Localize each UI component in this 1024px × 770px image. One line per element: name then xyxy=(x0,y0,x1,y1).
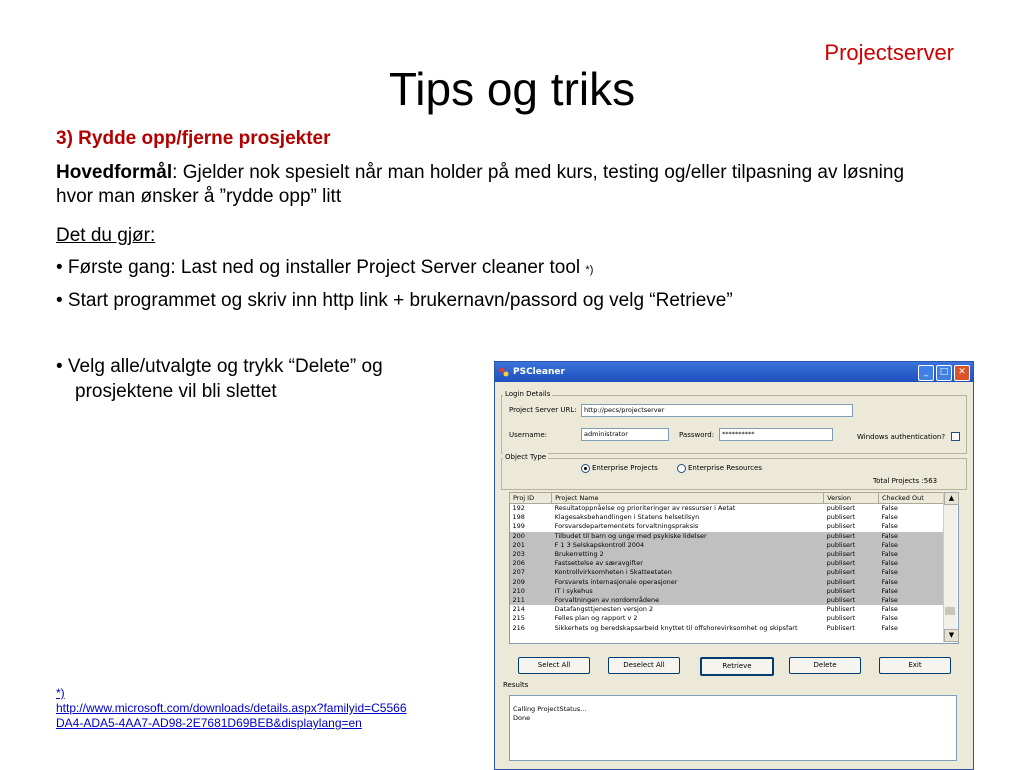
step-3-line-2: prosjektene vil bli slettet xyxy=(75,381,277,402)
table-cell: False xyxy=(881,504,898,513)
table-cell: 209 xyxy=(510,578,552,587)
table-cell: False xyxy=(879,532,944,541)
table-cell: publisert xyxy=(826,522,856,531)
table-cell: False xyxy=(881,623,898,632)
footnote-link-line-1[interactable]: http://www.microsoft.com/downloads/details.aspx?familyid=C5566 xyxy=(56,701,407,715)
table-cell: publisert xyxy=(824,550,879,559)
table-cell: Brukerretting 2 xyxy=(552,550,824,559)
footnote-link-line-2[interactable]: DA4-ADA5-4AA7-AD98-2E7681D69BEB&displaylang=en xyxy=(56,716,362,730)
table-cell: IT i sykehus xyxy=(552,587,824,596)
scroll-thumb[interactable] xyxy=(945,607,955,615)
table-cell: False xyxy=(879,587,944,596)
table-cell: Kontrollvirksomheten i Skatteetaten xyxy=(552,568,824,577)
step-3-line-1: • Velg alle/utvalgte og trykk “Delete” og xyxy=(56,356,383,377)
table-cell: False xyxy=(881,522,898,531)
table-row[interactable] xyxy=(510,614,944,623)
purpose-paragraph xyxy=(56,161,916,209)
table-cell: Sikkerhets og beredskapsarbeid knyttet til offshorevirksomhet og skipsfart xyxy=(554,623,798,632)
table-cell: Datafangsttjenesten versjon 2 xyxy=(554,605,654,614)
table-cell: Forvaltningen av nordområdene xyxy=(552,596,824,605)
maximize-icon[interactable]: □ xyxy=(936,365,952,381)
table-cell: 200 xyxy=(510,532,552,541)
windows-auth-label: Windows authentication? xyxy=(857,433,946,441)
table-row[interactable] xyxy=(510,568,944,577)
username-label: Username: xyxy=(509,431,548,439)
table-cell: publisert xyxy=(824,587,879,596)
column-header[interactable]: Project Name xyxy=(552,493,824,504)
total-projects-count: Total Projects :563 xyxy=(873,477,938,485)
table-cell: publisert xyxy=(824,532,879,541)
app-icon xyxy=(499,367,509,377)
table-cell: False xyxy=(879,559,944,568)
table-cell: Tilbudet til barn og unge med psykiske lidelser xyxy=(552,532,824,541)
page-title: Tips og triks xyxy=(388,63,636,115)
username-input[interactable]: administrator xyxy=(581,428,669,441)
enterprise-projects-label: Enterprise Projects xyxy=(592,464,658,472)
table-cell: publisert xyxy=(824,596,879,605)
table-cell: 216 xyxy=(512,623,525,632)
server-url-input[interactable]: http://pecs/projectserver xyxy=(581,404,853,417)
table-cell: publisert xyxy=(824,559,879,568)
column-header[interactable]: Proj ID xyxy=(510,493,552,504)
table-row[interactable] xyxy=(510,623,944,632)
table-cell: False xyxy=(881,614,898,623)
table-cell: Forsvarsdepartementets forvaltningspraksis xyxy=(554,522,699,531)
table-cell: Resultatoppnåelse og prioriteringer av ressurser i Aetat xyxy=(554,504,736,513)
pscleaner-window xyxy=(494,361,974,770)
table-cell: 198 xyxy=(512,513,525,522)
results-label: Results xyxy=(503,681,529,689)
results-output xyxy=(509,695,957,761)
object-type-group xyxy=(501,458,967,490)
table-cell: 210 xyxy=(510,587,552,596)
step-2: • Start programmet og skriv inn http link + brukernavn/passord og velg “Retrieve” xyxy=(56,290,733,311)
retrieve-button[interactable]: Retrieve xyxy=(700,657,774,676)
password-input[interactable]: ********** xyxy=(719,428,833,441)
server-url-label: Project Server URL: xyxy=(509,406,577,414)
scroll-up-icon[interactable]: ▲ xyxy=(944,492,959,505)
table-cell: 211 xyxy=(510,596,552,605)
scroll-down-icon[interactable]: ▼ xyxy=(944,629,959,642)
login-details-label: Login Details xyxy=(505,390,551,398)
table-cell: publisert xyxy=(826,504,856,513)
table-cell: Forsvarets internasjonale operasjoner xyxy=(552,578,824,587)
table-cell: Publisert xyxy=(826,605,855,614)
delete-button[interactable]: Delete xyxy=(789,657,861,674)
table-row[interactable] xyxy=(510,513,944,522)
table-cell: publisert xyxy=(824,578,879,587)
object-type-label: Object Type xyxy=(505,453,547,461)
table-cell: 214 xyxy=(512,605,525,614)
enterprise-resources-label: Enterprise Resources xyxy=(688,464,762,472)
select-all-button[interactable]: Select All xyxy=(518,657,590,674)
table-cell: F 1 3 Selskapskontroll 2004 xyxy=(552,541,824,550)
step-1-note: *) xyxy=(585,264,594,276)
table-cell: 207 xyxy=(510,568,552,577)
results-line-2: Done xyxy=(513,714,531,722)
window-title: PSCleaner xyxy=(513,367,565,377)
table-cell: False xyxy=(879,568,944,577)
table-cell: False xyxy=(879,596,944,605)
table-cell: False xyxy=(879,578,944,587)
section-subtitle: 3) Rydde opp/fjerne prosjekter xyxy=(56,128,331,149)
table-cell: False xyxy=(879,541,944,550)
table-cell: False xyxy=(881,605,898,614)
table-cell: 206 xyxy=(510,559,552,568)
column-header[interactable]: Checked Out xyxy=(879,493,944,504)
grid-scrollbar[interactable] xyxy=(943,492,957,642)
table-cell: 215 xyxy=(512,614,525,623)
table-cell: 199 xyxy=(512,522,525,531)
projects-table xyxy=(509,492,944,633)
table-row[interactable] xyxy=(510,587,944,596)
table-row[interactable] xyxy=(510,550,944,559)
purpose-label: Hovedformål xyxy=(56,162,173,183)
column-header[interactable]: Version xyxy=(824,493,879,504)
deselect-all-button[interactable]: Deselect All xyxy=(608,657,680,674)
results-line-1: Calling ProjectStatus... xyxy=(513,705,587,713)
brand-label: Projectserver xyxy=(824,40,954,65)
enterprise-resources-radio[interactable] xyxy=(677,464,686,473)
table-cell: Felles plan og rapport v 2 xyxy=(554,614,638,623)
minimize-icon[interactable]: _ xyxy=(918,365,934,381)
table-row[interactable] xyxy=(510,504,944,514)
password-label: Password: xyxy=(679,431,715,439)
enterprise-projects-radio[interactable] xyxy=(581,464,590,473)
table-row[interactable] xyxy=(510,578,944,587)
footnote-marker: *) xyxy=(56,686,65,700)
step-1-text: • Første gang: Last ned og installer Project Server cleaner tool xyxy=(56,257,581,278)
table-cell: False xyxy=(879,550,944,559)
close-icon[interactable]: ✕ xyxy=(954,365,970,381)
table-row[interactable] xyxy=(510,559,944,568)
table-cell: publisert xyxy=(826,513,856,522)
table-cell: 192 xyxy=(512,504,525,513)
table-row[interactable] xyxy=(510,596,944,605)
table-cell: Publisert xyxy=(826,623,855,632)
table-cell: 203 xyxy=(510,550,552,559)
table-cell: publisert xyxy=(824,568,879,577)
table-row[interactable] xyxy=(510,541,944,550)
table-cell: publisert xyxy=(826,614,856,623)
steps-heading: Det du gjør: xyxy=(56,225,156,246)
table-cell: publisert xyxy=(824,541,879,550)
table-row[interactable] xyxy=(510,532,944,541)
table-cell: False xyxy=(881,513,898,522)
table-row[interactable] xyxy=(510,605,944,614)
exit-button[interactable]: Exit xyxy=(879,657,951,674)
table-row[interactable] xyxy=(510,522,944,531)
footnote xyxy=(56,686,407,731)
windows-auth-checkbox[interactable] xyxy=(951,432,960,441)
step-1 xyxy=(56,256,916,282)
table-cell: Klagesaksbehandlingen i Statens helsetilsyn xyxy=(554,513,700,522)
table-cell: 201 xyxy=(510,541,552,550)
window-titlebar[interactable] xyxy=(495,362,973,382)
table-cell: Fastsettelse av særavgifter xyxy=(552,559,824,568)
purpose-text: : Gjelder nok spesielt når man holder på med kurs, testing og/eller tilpasning av løsning hvor man ønsker å ”rydde opp” litt xyxy=(56,162,905,207)
